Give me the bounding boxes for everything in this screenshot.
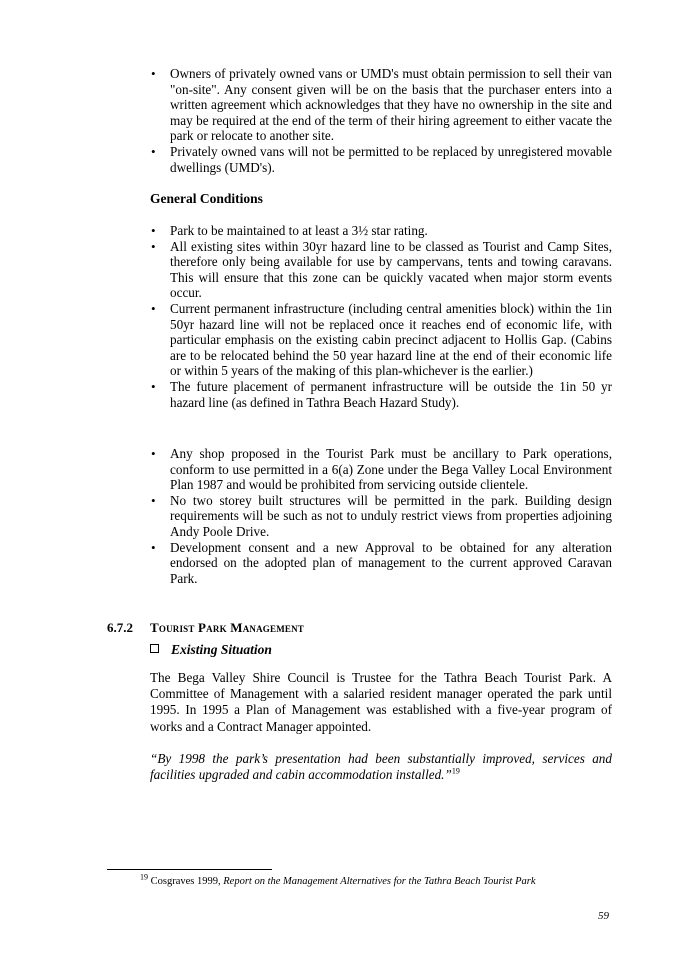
section-number: 6.7.2 <box>107 620 133 635</box>
list-item: • Park to be maintained to at least a 3½ star rating. <box>150 223 612 239</box>
subheading <box>150 642 272 658</box>
list-item: • Privately owned vans will not be permitted to be replaced by unregistered movable dwellings (UMD's). <box>150 144 612 175</box>
footnote <box>140 872 536 887</box>
footnote-author: Cosgraves 1999, <box>150 876 224 887</box>
general-conditions-heading: General Conditions <box>150 191 263 206</box>
general-conditions-list-b <box>150 446 612 586</box>
quote-paragraph <box>150 751 612 783</box>
list-item: • Owners of privately owned vans or UMD's must obtain permission to sell their van "on-site". Any consent given will be on the basis that the purchaser enters into a written agreement which acknowledges that they have no ownership in the site and may be required at the end of the term of their hiring agreement to either vacate the park or relocate to another site. <box>150 66 612 144</box>
subheading-text: Existing Situation <box>171 642 272 657</box>
footnote-ref[interactable]: 19 <box>451 766 460 776</box>
bullet-list-top <box>150 66 612 175</box>
general-conditions-list-a <box>150 223 612 410</box>
existing-situation-paragraph: The Bega Valley Shire Council is Trustee for the Tathra Beach Tourist Park. A Committee of Management with a salaried resident manager operated the park until 1995. In 1995 a Plan of Management was established with a five-year program of works and a Contract Manager appointed. <box>150 670 612 734</box>
list-item: • No two storey built structures will be permitted in the park. Building design requirements will be such as not to unduly restrict views from properties adjoining Andy Poole Drive. <box>150 493 612 540</box>
checkbox-icon <box>150 644 159 653</box>
list-item: • Any shop proposed in the Tourist Park must be ancillary to Park operations, conform to use permitted in a 6(a) Zone under the Bega Valley Local Environment Plan 1987 and would be prohibited from servicing outside clientele. <box>150 446 612 493</box>
quote-text: “By 1998 the park’s presentation had been substantially improved, services and facilities upgraded and cabin accommodation installed.” <box>150 751 612 783</box>
list-item: • The future placement of permanent infrastructure will be outside the 1in 50 yr hazard line (as defined in Tathra Beach Hazard Study). <box>150 379 612 410</box>
section-title: Tourist Park Management <box>150 620 304 635</box>
list-item: • Development consent and a new Approval to be obtained for any alteration endorsed on the adopted plan of management to the current approved Caravan Park. <box>150 540 612 587</box>
footnote-divider <box>107 869 272 870</box>
list-item: • All existing sites within 30yr hazard line to be classed as Tourist and Camp Sites, therefore only being available for use by campervans, tents and towing caravans. This will ensure that this zone can be quickly vacated when major storm events occur. <box>150 239 612 301</box>
footnote-title: Report on the Management Alternatives for the Tathra Beach Tourist Park <box>223 876 536 887</box>
page-number: 59 <box>598 910 609 922</box>
footnote-number: 19 <box>140 872 148 882</box>
list-item: • Current permanent infrastructure (including central amenities block) within the 1in 50yr hazard line will not be replaced once it reaches end of economic life, with particular emphasis on the existing cabin precinct adjacent to Hollis Gap. (Cabins are to be relocated behind the 50 year hazard line at the end of their economic life or within 5 years of the making of this plan-whichever is the earlier.) <box>150 301 612 379</box>
